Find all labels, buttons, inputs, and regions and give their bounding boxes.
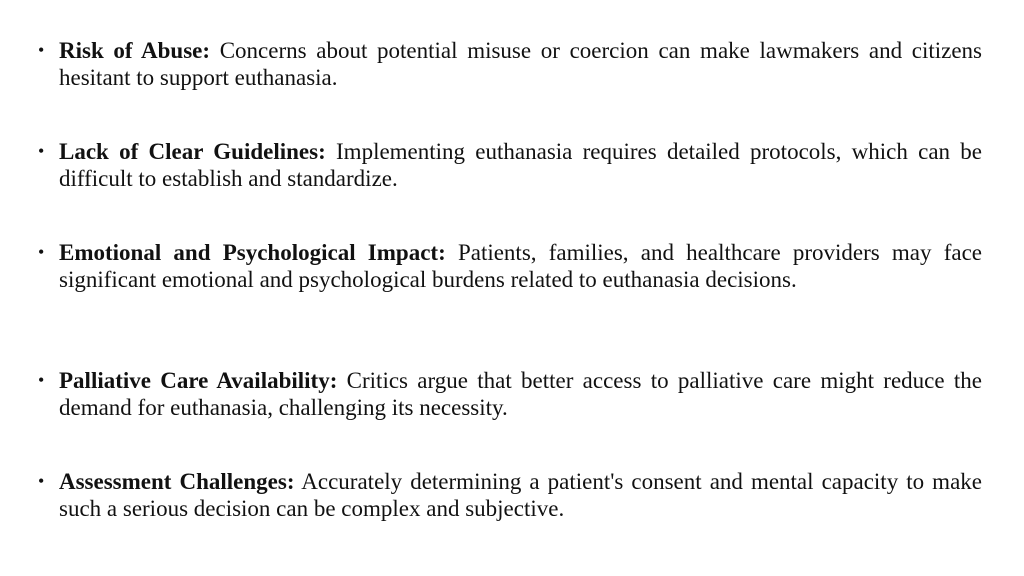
bullet-item-palliative-care-availability <box>38 367 982 421</box>
bullet-paragraph <box>38 239 982 293</box>
bullet-body: Critics argue that better access to palliative care might reduce the demand for euthanasia, challenging its necessity. <box>59 368 982 420</box>
bullet-item-lack-of-clear-guidelines <box>38 138 982 192</box>
bullet-body: Patients, families, and healthcare providers may face significant emotional and psychological burdens related to euthanasia decisions. <box>59 240 983 292</box>
bullet-title: Emotional and Psychological Impact: <box>59 240 446 265</box>
bullet-item-risk-of-abuse <box>38 37 982 91</box>
bullet-body: Implementing euthanasia requires detailed protocols, which can be difficult to establish and standardize. <box>59 139 982 191</box>
bullet-marker: • <box>38 471 45 491</box>
bullet-title: Assessment Challenges: <box>59 469 295 494</box>
bullet-item-emotional-and-psychological-impact <box>38 239 982 293</box>
bullet-body: Concerns about potential misuse or coercion can make lawmakers and citizens hesitant to support euthanasia. <box>59 38 982 90</box>
bullet-marker: • <box>38 141 45 161</box>
bullet-paragraph <box>38 37 982 91</box>
bullet-marker: • <box>38 242 45 262</box>
bullet-title: Risk of Abuse: <box>59 38 211 63</box>
bullet-item-assessment-challenges <box>38 468 982 522</box>
bullet-body: Accurately determining a patient's consent and mental capacity to make such a serious decision can be complex and subjective. <box>59 469 982 521</box>
bullet-paragraph <box>38 367 982 421</box>
bullet-marker: • <box>38 40 45 60</box>
bullet-title: Lack of Clear Guidelines: <box>59 139 326 164</box>
bullet-title: Palliative Care Availability: <box>59 368 338 393</box>
bullet-paragraph <box>38 138 982 192</box>
bullet-marker: • <box>38 370 45 390</box>
bullet-paragraph <box>38 468 982 522</box>
